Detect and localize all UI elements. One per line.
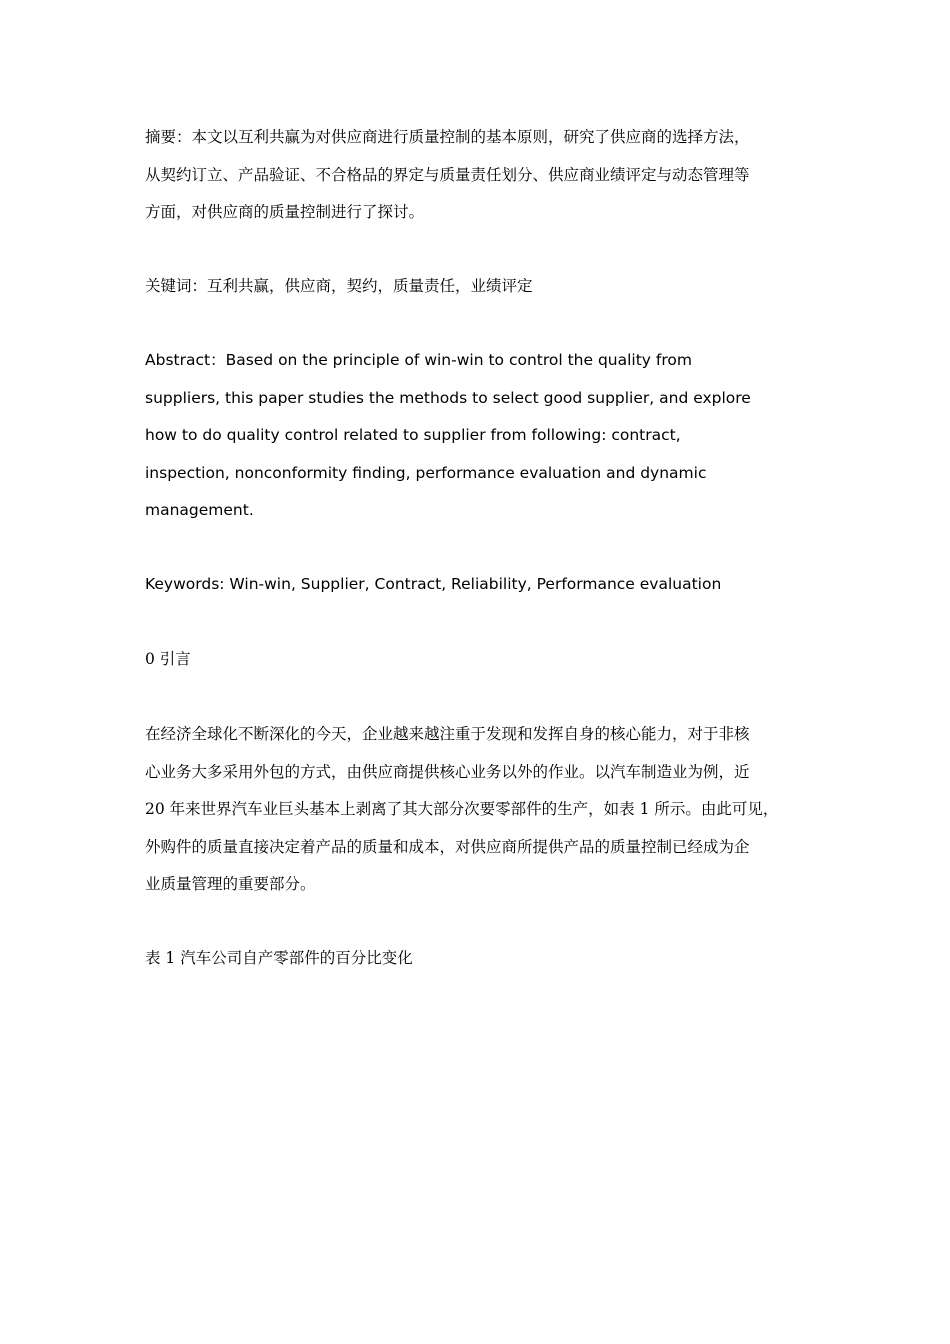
intro-line: 业质量管理的重要部分。 xyxy=(145,875,316,893)
abstract-chinese xyxy=(145,119,810,232)
abstract-english-line: Abstract：Based on the principle of win-win to control the quality from xyxy=(145,351,692,369)
table-caption: 表 1 汽车公司自产零部件的百分比变化 xyxy=(145,949,413,967)
abstract-english-line: management. xyxy=(145,501,254,519)
abstract-chinese-line: 摘要：本文以互利共赢为对供应商进行质量控制的基本原则，研究了供应商的选择方法， xyxy=(145,128,750,146)
intro-line: 20 年来世界汽车业巨头基本上剥离了其大部分次要零部件的生产，如表 1 所示。由此可见， xyxy=(145,800,779,818)
intro-line: 外购件的质量直接决定着产品的质量和成本，对供应商所提供产品的质量控制已经成为企 xyxy=(145,837,750,856)
abstract-chinese-line: 从契约订立、产品验证、不合格品的界定与质量责任划分、供应商业绩评定与动态管理等 xyxy=(145,165,750,184)
intro-paragraph xyxy=(145,716,810,904)
abstract-english-line: suppliers, this paper studies the methods to select good supplier, and explore xyxy=(145,388,751,407)
abstract-chinese-line: 方面，对供应商的质量控制进行了探讨。 xyxy=(145,203,425,221)
abstract-english xyxy=(145,342,810,530)
section-heading: 0 引言 xyxy=(145,650,191,668)
intro-line: 心业务大多采用外包的方式，由供应商提供核心业务以外的作业。以汽车制造业为例，近 xyxy=(145,762,750,781)
abstract-english-line: inspection, nonconformity finding, performance evaluation and dynamic xyxy=(145,463,707,482)
keywords-chinese: 关键词：互利共赢，供应商，契约，质量责任，业绩评定 xyxy=(145,277,533,295)
intro-line: 在经济全球化不断深化的今天，企业越来越注重于发现和发挥自身的核心能力，对于非核 xyxy=(145,725,750,743)
keywords-english: Keywords: Win-win, Supplier, Contract, Reliability, Performance evaluation xyxy=(145,575,722,593)
abstract-english-line: how to do quality control related to supplier from following: contract, xyxy=(145,426,681,444)
